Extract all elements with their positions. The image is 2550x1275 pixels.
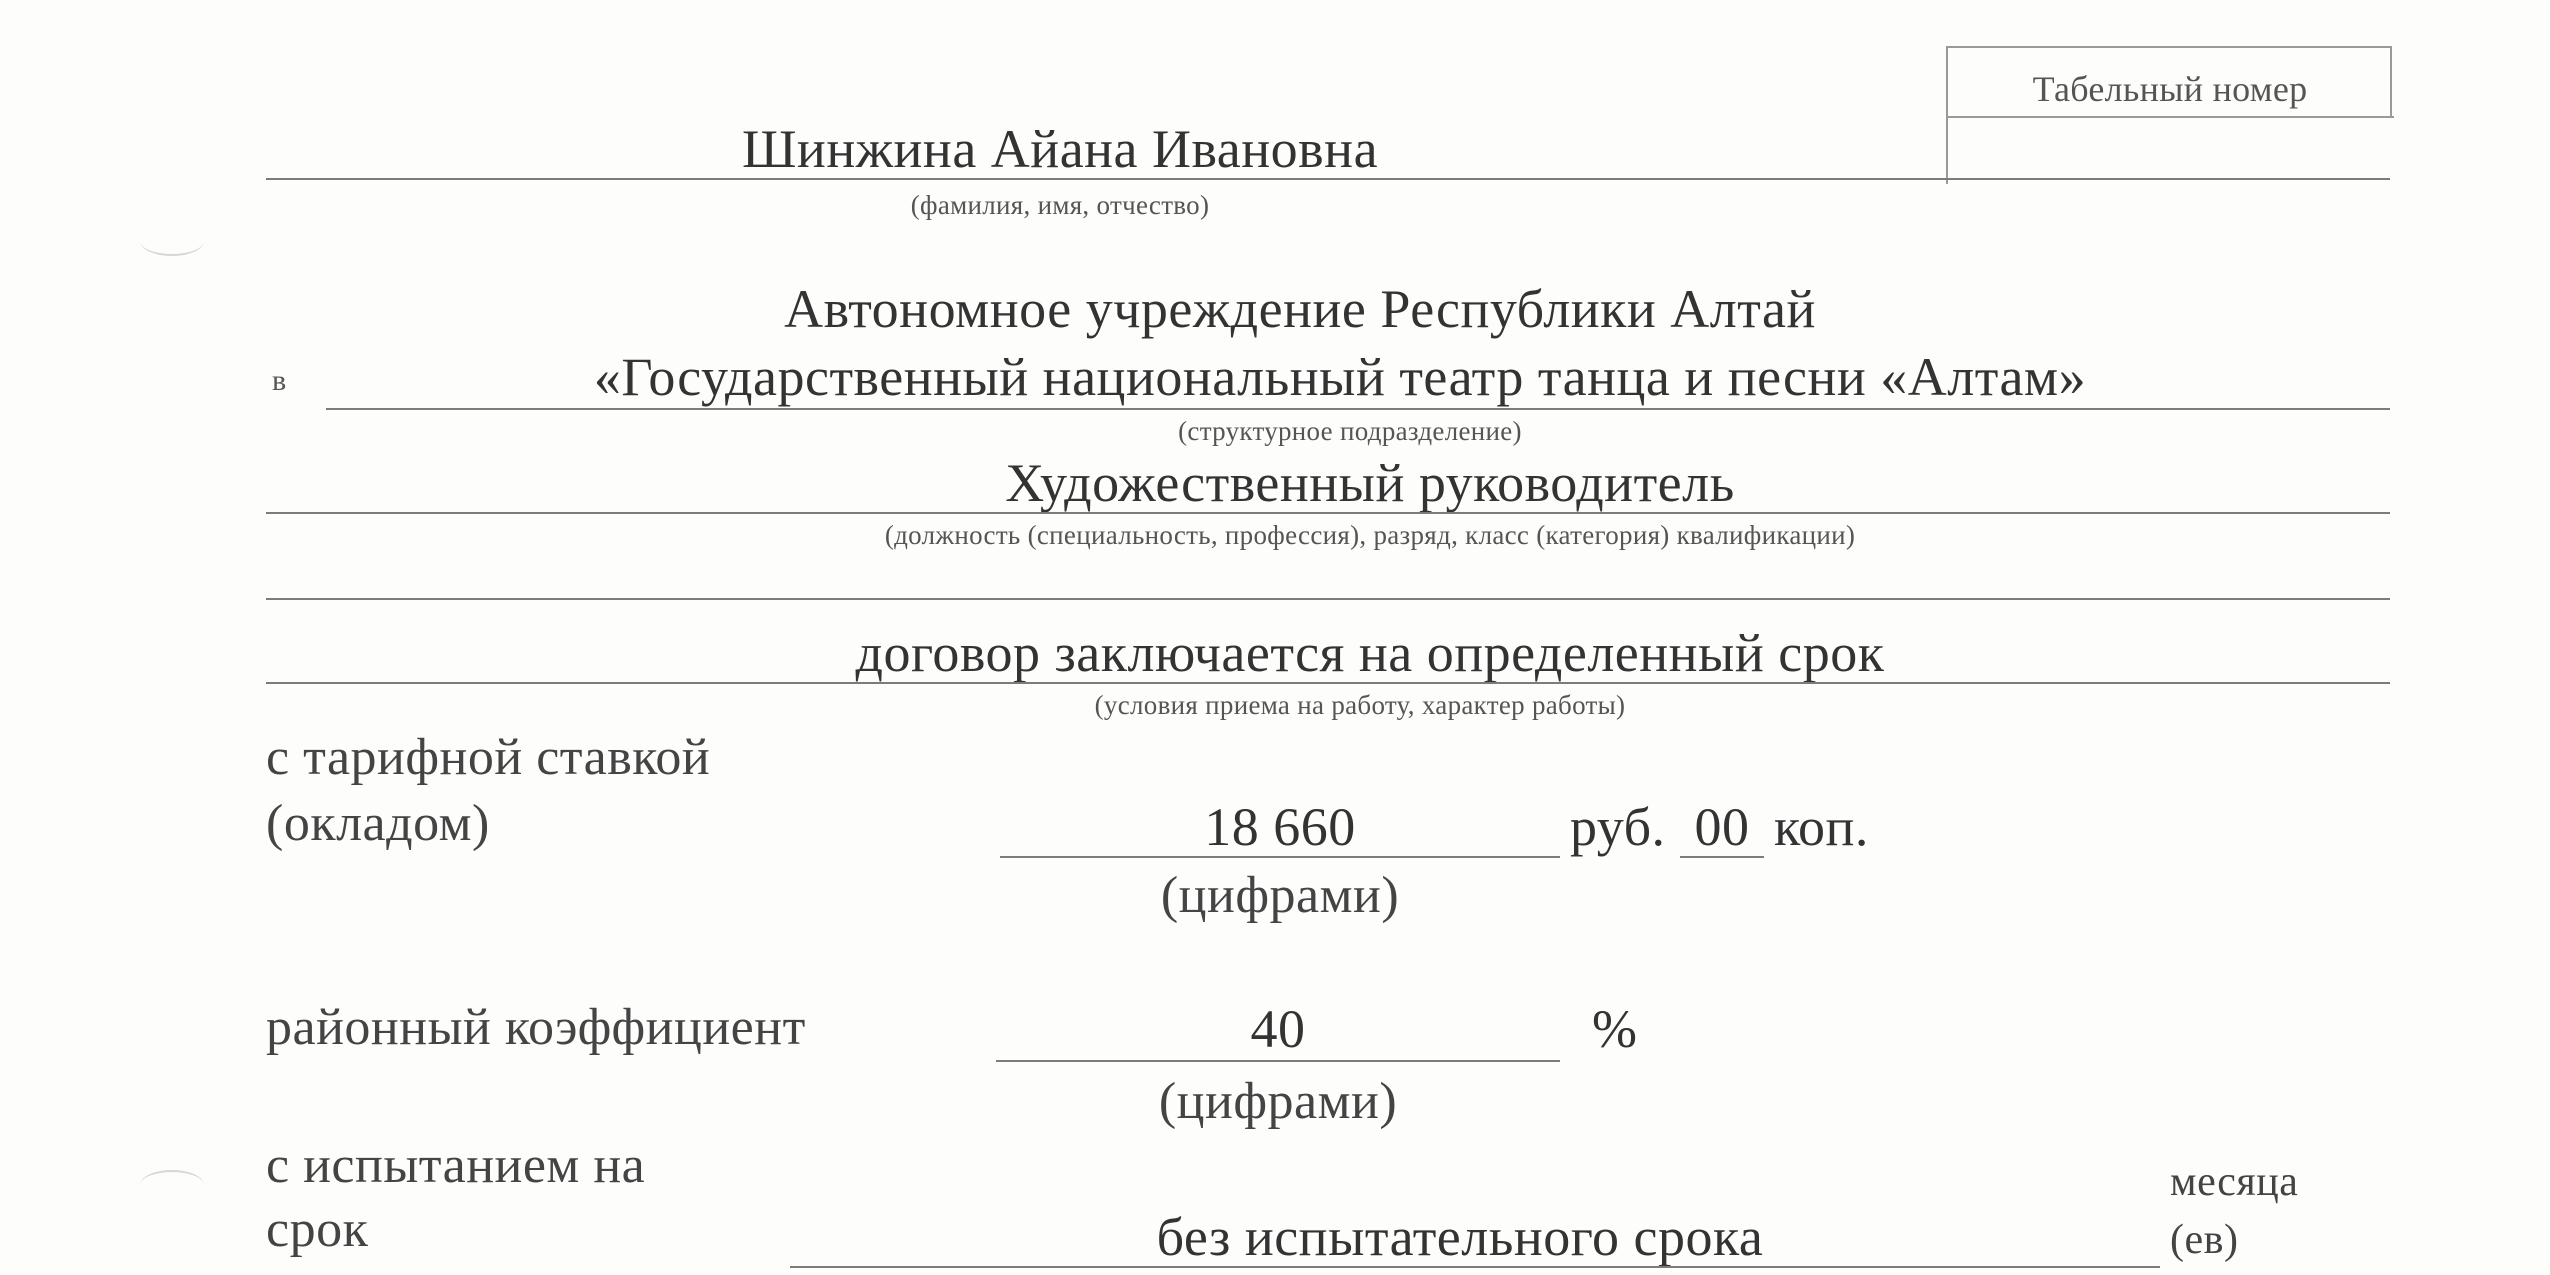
probation-unit-line-1: месяца xyxy=(2170,1159,2299,1205)
organization-caption: (структурное подразделение) xyxy=(1178,416,1522,446)
salary-rubles-value: 18 660 xyxy=(1204,797,1356,857)
tabel-box-divider xyxy=(1948,116,2394,118)
coefficient-label: районный коэффициент xyxy=(266,999,806,1056)
salary-kop-label: коп. xyxy=(1774,797,1869,857)
probation-value: без испытательного срока xyxy=(1156,1207,1764,1267)
position-underline xyxy=(266,512,2390,514)
salary-kopecks-underline xyxy=(1680,856,1764,858)
salary-rubles-underline xyxy=(1000,856,1560,858)
salary-label-line-2: (окладом) xyxy=(266,795,490,852)
probation-label-line-2: срок xyxy=(266,1201,369,1258)
employee-name-underline xyxy=(266,178,2390,180)
position-value: Художественный руководитель xyxy=(1005,453,1735,513)
salary-kopecks-value: 00 xyxy=(1694,797,1750,857)
employee-name-caption: (фамилия, имя, отчество) xyxy=(910,190,1210,220)
coefficient-caption: (цифрами) xyxy=(1158,1073,1398,1130)
organization-prefix: в xyxy=(272,364,287,397)
tabel-number-box xyxy=(1946,46,2392,184)
organization-line-2: «Государственный национальный театр танца и песни «Алтам» xyxy=(593,347,2087,407)
conditions-underline xyxy=(266,682,2390,684)
organization-line-1: Автономное учреждение Республики Алтай xyxy=(784,279,1816,339)
salary-rub-label: руб. xyxy=(1570,797,1666,857)
tabel-number-label: Табельный номер xyxy=(2032,69,2308,109)
punch-hole-mark-top xyxy=(140,226,204,256)
probation-label-line-1: с испытанием на xyxy=(266,1137,646,1194)
organization-underline xyxy=(326,408,2390,410)
salary-caption: (цифрами) xyxy=(1160,867,1400,924)
probation-underline xyxy=(790,1266,2160,1268)
punch-hole-mark-bottom xyxy=(140,1170,204,1200)
salary-label-line-1: с тарифной ставкой xyxy=(266,729,711,786)
employee-name: Шинжина Айана Ивановна xyxy=(741,119,1379,179)
position-caption: (должность (специальность, профессия), разряд, класс (категория) квалификации) xyxy=(884,520,1856,550)
coefficient-value: 40 xyxy=(1250,999,1306,1059)
conditions-caption: (условия приема на работу, характер работы) xyxy=(1094,690,1626,720)
probation-unit-line-2: (ев) xyxy=(2170,1217,2239,1263)
blank-underline xyxy=(266,598,2390,600)
coefficient-underline xyxy=(996,1060,1560,1062)
coefficient-unit: % xyxy=(1592,999,1638,1059)
conditions-value: договор заключается на определенный срок xyxy=(855,623,1885,683)
